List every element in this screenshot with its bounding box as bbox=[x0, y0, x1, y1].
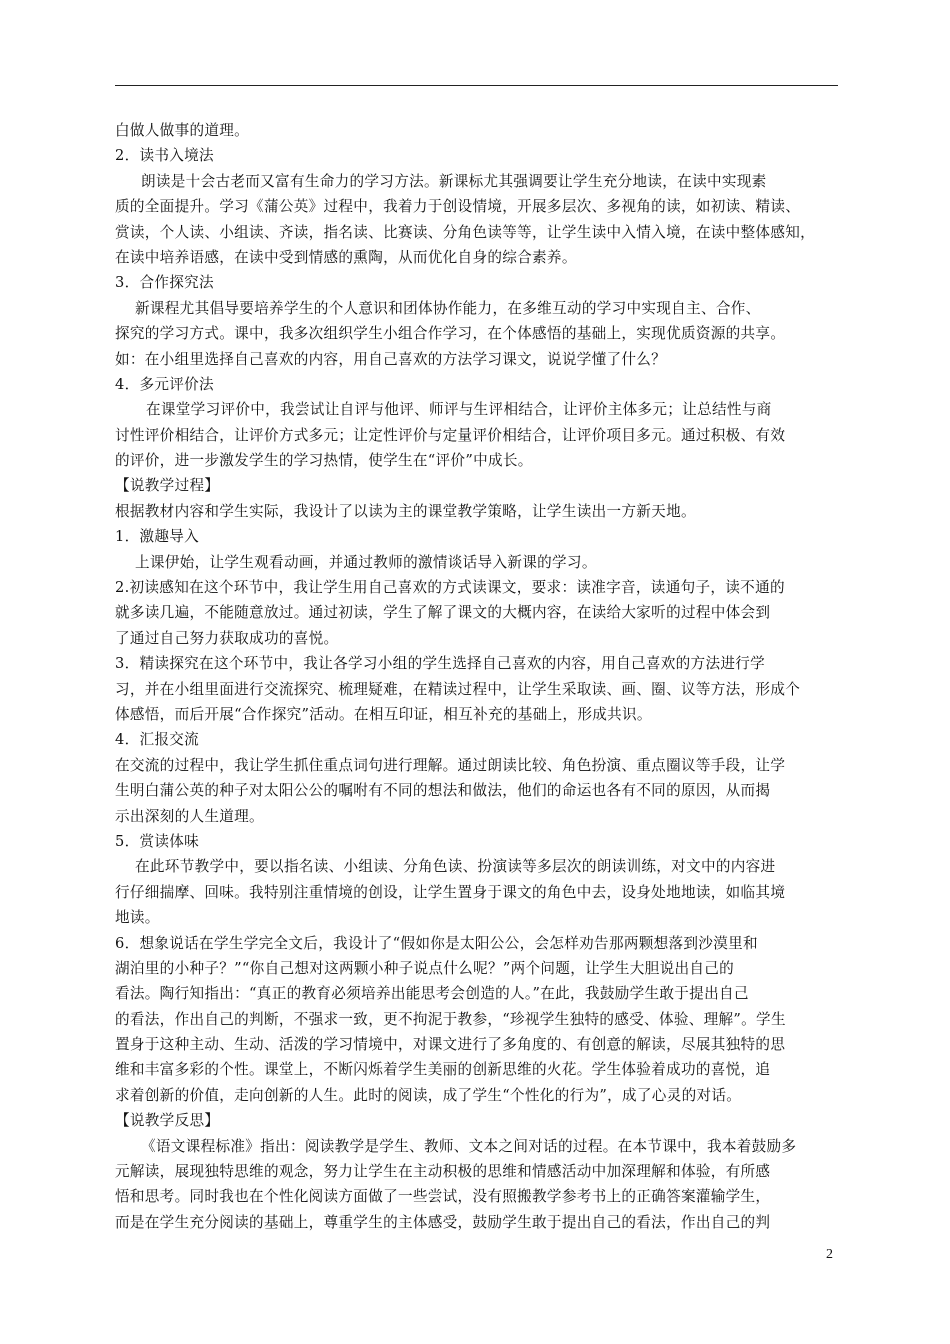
text-line: 朗读是十会古老而又富有生命力的学习方法。新课标尤其强调要让学生充分地读，在读中实现素 bbox=[141, 172, 767, 190]
text-line: 新课程尤其倡导要培养学生的个人意识和团体协作能力，在多维互动的学习中实现自主、合作、 bbox=[135, 299, 761, 317]
text-line: 求着创新的价值，走向创新的人生。此时的阅读，成了学生“个性化的行为”，成了心灵的对话。 bbox=[115, 1086, 742, 1104]
text-line: 质的全面提升。学习《蒲公英》过程中，我着力于创设情境，开展多层次、多视角的读，如初读、精读、 bbox=[115, 198, 801, 216]
text-line: 讨性评价相结合，让评价方式多元；让定性评价与定量评价相结合，让评价项目多元。通过积极、有效 bbox=[115, 426, 786, 444]
text-line: 5．赏读体味 bbox=[115, 832, 200, 850]
text-line: 维和丰富多彩的个性。课堂上，不断闪烁着学生美丽的创新思维的火花。学生体验着成功的喜悦，追 bbox=[115, 1061, 771, 1079]
text-line: 就多读几遍，不能随意放过。通过初读，学生了解了课文的大概内容，在读给大家听的过程中体会到 bbox=[115, 604, 771, 622]
text-line: 6．想象说话在学生学完全文后，我设计了“假如你是太阳公公，会怎样劝告那两颗想落到沙漠里和 bbox=[115, 934, 758, 952]
text-line: 1．激趣导入 bbox=[115, 528, 200, 546]
text-line: 2.初读感知在这个环节中，我让学生用自己喜欢的方式读课文，要求：读准字音，读通句子，读不通的 bbox=[115, 579, 785, 597]
text-line: 生明白蒲公英的种子对太阳公公的嘱咐有不同的想法和做法，他们的命运也各有不同的原因，从而揭 bbox=[115, 782, 771, 800]
text-line: 置身于这种主动、生动、活泼的学习情境中，对课文进行了多角度的、有创意的解读，尽展其独特的思 bbox=[115, 1036, 786, 1054]
text-line: 如：在小组里选择自己喜欢的内容，用自己喜欢的方法学习课文，说说学懂了什么？ bbox=[115, 350, 667, 368]
text-line: 4．汇报交流 bbox=[115, 731, 200, 749]
page-number: 2 bbox=[826, 1247, 833, 1262]
text-line: 【说教学反思】 bbox=[115, 1112, 220, 1130]
text-line: 的评价，进一步激发学生的学习热情，使学生在“评价”中成长。 bbox=[115, 452, 533, 470]
text-line: 了通过自己努力获取成功的喜悦。 bbox=[115, 629, 339, 647]
text-line: 习，并在小组里面进行交流探究、梳理疑难，在精读过程中，让学生采取读、画、圈、议等方法，形成个 bbox=[115, 680, 801, 698]
text-line: 湖泊里的小种子？”“你自己想对这两颗小种子说点什么呢？”两个问题，让学生大胆说出自己的 bbox=[115, 959, 735, 977]
text-line: 的看法，作出自己的判断，不强求一致，更不拘泥于教参，“珍视学生独特的感受、体验、理解”。学生 bbox=[115, 1010, 786, 1028]
text-line: 而是在学生充分阅读的基础上，尊重学生的主体感受，鼓励学生敢于提出自己的看法，作出自己的判 bbox=[115, 1213, 771, 1231]
text-line: 4．多元评价法 bbox=[115, 375, 214, 393]
text-line: 在交流的过程中，我让学生抓住重点词句进行理解。通过朗读比较、角色扮演、重点圈议等手段，让学 bbox=[115, 756, 786, 774]
text-line: 悟和思考。同时我也在个性化阅读方面做了一些尝试，没有照搬教学参考书上的正确答案灌输学生， bbox=[115, 1188, 771, 1206]
text-line: 体感悟，而后开展“合作探究”活动。在相互印证，相互补充的基础上，形成共识。 bbox=[115, 705, 652, 723]
text-line: 在此环节教学中，要以指名读、小组读、分角色读、扮演读等多层次的朗读训练，对文中的内容进 bbox=[135, 858, 776, 876]
text-line: 3．合作探究法 bbox=[115, 274, 214, 292]
text-line: 地读。 bbox=[115, 909, 160, 927]
text-line: 探究的学习方式。课中，我多次组织学生小组合作学习，在个体感悟的基础上，实现优质资源的共享。 bbox=[115, 325, 786, 343]
header-rule bbox=[115, 85, 838, 86]
text-line: 元解读，展现独特思维的观念，努力让学生在主动积极的思维和情感活动中加深理解和体验，有所感 bbox=[115, 1163, 771, 1181]
text-line: 3．精读探究在这个环节中，我让各学习小组的学生选择自己喜欢的内容，用自己喜欢的方法进行学 bbox=[115, 655, 766, 673]
text-line: 赏读，个人读、小组读、齐读，指名读、比赛读、分角色读等等，让学生读中入情入境，在读中整体感知， bbox=[115, 223, 816, 241]
text-line: 《语文课程标准》指出：阅读教学是学生、教师、文本之间对话的过程。在本节课中，我本着鼓励多 bbox=[141, 1137, 797, 1155]
document-body bbox=[115, 118, 847, 1235]
text-line: 示出深刻的人生道理。 bbox=[115, 807, 264, 825]
text-line: 【说教学过程】 bbox=[115, 477, 220, 495]
text-line: 行仔细揣摩、回味。我特别注重情境的创设，让学生置身于课文的角色中去，设身处地地读，如临其境 bbox=[115, 883, 786, 901]
text-line: 上课伊始，让学生观看动画，并通过教师的激情谈话导入新课的学习。 bbox=[135, 553, 597, 571]
text-line: 在课堂学习评价中，我尝试让自评与他评、师评与生评相结合，让评价主体多元；让总结性与商 bbox=[146, 401, 772, 419]
text-line: 2．读书入境法 bbox=[115, 147, 214, 165]
text-line: 在读中培养语感，在读中受到情感的熏陶，从而优化自身的综合素养。 bbox=[115, 248, 577, 266]
text-line: 根据教材内容和学生实际，我设计了以读为主的课堂教学策略，让学生读出一方新天地。 bbox=[115, 502, 696, 520]
text-line: 白做人做事的道理。 bbox=[115, 122, 250, 139]
text-line: 看法。陶行知指出：“真正的教育必须培养出能思考会创造的人。”在此，我鼓励学生敢于提出自己 bbox=[115, 985, 749, 1003]
